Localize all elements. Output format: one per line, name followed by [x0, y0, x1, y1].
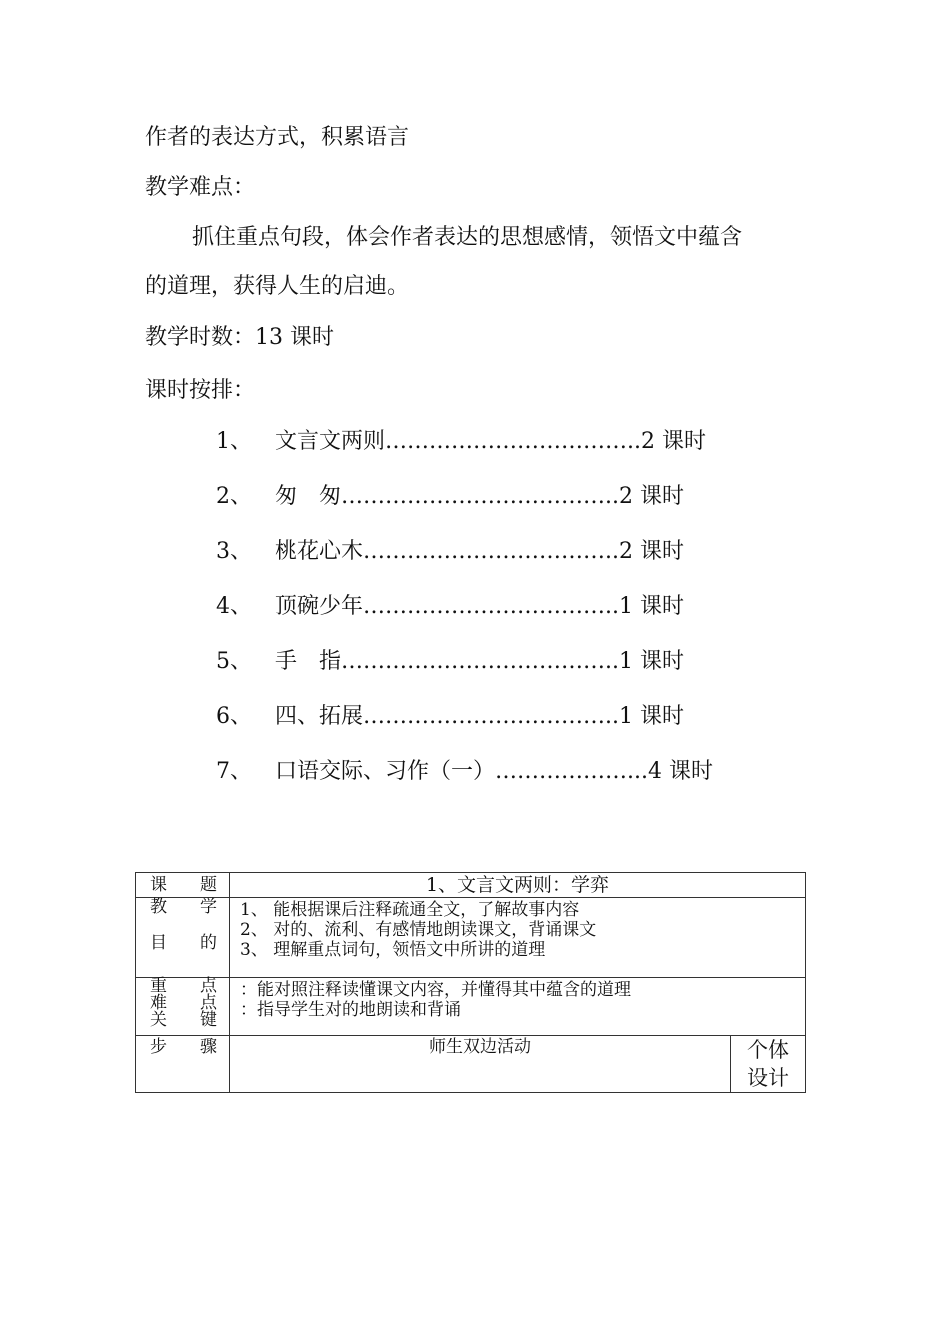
crux-label-char: 关	[150, 1010, 167, 1030]
schedule-item-text: 四、拓展……………………………..1 课时	[275, 704, 684, 729]
schedule-item-text: 桃花心木……………………………..2 课时	[275, 539, 684, 564]
topic-label-char: 题	[200, 875, 217, 895]
goal-item: 1、 能根据课后注释疏通全文，了解故事内容	[240, 900, 580, 920]
schedule-item-text: 口语交际、习作（一）………………...4 课时	[275, 759, 713, 784]
topic-value: 1、文言文两则：学弈	[230, 873, 806, 898]
goals-cell	[230, 898, 806, 978]
steps-row	[136, 1036, 806, 1093]
key-point-text: ：能对照注释读懂课文内容，并懂得其中蕴含的道理	[240, 980, 631, 1000]
schedule-item-number: 2、	[216, 484, 252, 509]
schedule-item-text: 文言文两则……………………………..2 课时	[275, 429, 706, 454]
goal-item: 3、 理解重点词句，领悟文中所讲的道理	[240, 940, 546, 960]
schedule-item-number: 5、	[216, 649, 252, 674]
schedule-item-number: 3、	[216, 539, 252, 564]
schedule-item-text: 手 指………………………………..1 课时	[275, 649, 684, 674]
steps-label-char: 骤	[200, 1037, 217, 1057]
schedule-item-text: 匆 匆………………………………..2 课时	[275, 484, 684, 509]
difficulty-text-1: 抓住重点句段，体会作者表达的思想感情，领悟文中蕴含	[192, 225, 743, 250]
goals-label-char: 学	[200, 897, 217, 917]
key-points-row	[136, 978, 806, 1036]
goals-row	[136, 898, 806, 978]
difficulty-point-text: ：指导学生对的地朗读和背诵	[240, 1000, 461, 1020]
goals-label	[136, 898, 230, 978]
individual-design-line: 设计	[747, 1066, 789, 1090]
topic-row	[136, 873, 806, 898]
teaching-hours: 教学时数：13 课时	[145, 325, 334, 350]
topic-label	[136, 873, 230, 898]
topic-label-char: 课	[150, 875, 167, 895]
steps-label-char: 步	[150, 1037, 167, 1057]
lesson-plan-table	[135, 872, 806, 1093]
key-label-char: 点	[200, 976, 217, 996]
steps-label	[136, 1036, 230, 1093]
key-points-label	[136, 978, 230, 1036]
schedule-heading: 课时按排：	[145, 378, 256, 403]
individual-design-line: 个体	[747, 1038, 789, 1062]
difficulty-heading: 教学难点：	[145, 175, 256, 200]
goals-label-char: 目	[150, 933, 167, 953]
key-points-cell	[230, 978, 806, 1036]
individual-design-header	[731, 1036, 806, 1093]
difficulty-label-char: 难	[150, 993, 167, 1013]
schedule-item-number: 6、	[216, 704, 252, 729]
schedule-item-number: 4、	[216, 594, 252, 619]
activities-header: 师生双边活动	[230, 1036, 731, 1093]
intro-line-1: 作者的表达方式，积累语言	[145, 125, 410, 150]
difficulty-label-char: 点	[200, 993, 217, 1013]
schedule-item-number: 1、	[216, 429, 252, 454]
crux-label-char: 键	[200, 1010, 217, 1030]
schedule-item-number: 7、	[216, 759, 252, 784]
schedule-item-text: 顶碗少年……………………………..1 课时	[275, 594, 684, 619]
difficulty-text-2: 的道理，获得人生的启迪。	[145, 274, 410, 299]
goal-item: 2、 对的、流利、有感情地朗读课文，背诵课文	[240, 920, 597, 940]
goals-label-char: 的	[200, 933, 217, 953]
key-label-char: 重	[150, 976, 167, 996]
goals-label-char: 教	[150, 897, 167, 917]
